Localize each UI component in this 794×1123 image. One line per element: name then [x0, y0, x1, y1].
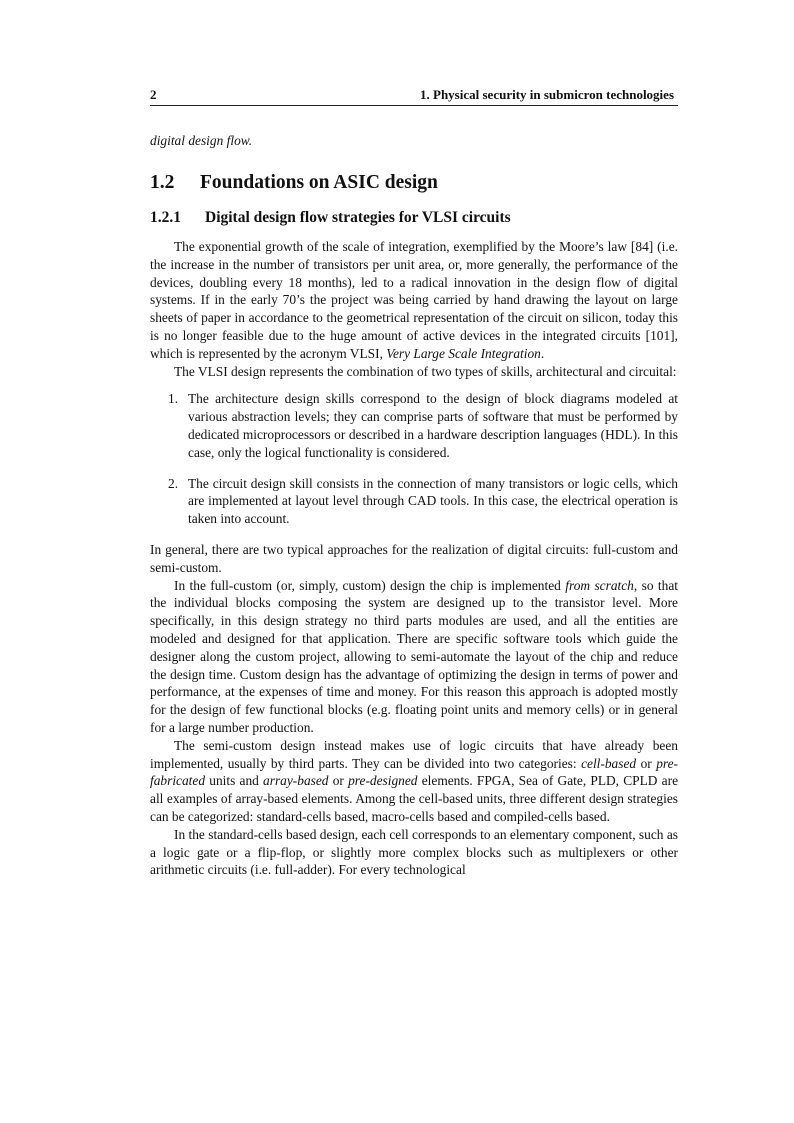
subsection-title: Digital design flow strategies for VLSI circuits	[205, 209, 511, 226]
list-number: 2.	[168, 475, 179, 491]
chapter-title: 1. Physical security in submicron technologies	[420, 87, 674, 102]
para5-e1: cell-based	[581, 755, 637, 771]
para5-e2: pre-fabricated	[150, 755, 678, 789]
list-item	[150, 475, 678, 528]
para4-b: , so that the individual blocks composing the system are designed up to the transistor level. More specifically, in this design strategy no third parts modules are used, and all the entities are modeled and designed for that application. There are specific software tools which guide the designer along the custom project, allowing to semi-automate the layout of the chip and reduce the design time. Custom design has the advantage of optimizing the design in terms of power and performance, at the expenses of time and money. For this reason this approach is adopted mostly for the design of few functional blocks (e.g. floating point units and memory cells) or in general for a large number production.	[150, 577, 679, 735]
main-body	[150, 238, 678, 879]
paragraph-4	[150, 577, 678, 737]
para1-text: The exponential growth of the scale of integration, exemplified by the Moore’s law [84] (i.e. the increase in the number of transistors per unit area, or, more generally, the performance of the devices, doubling every 18 months), led to a radical innovation in the design flow of digital systems. If in the early 70’s the project was being carried by hand drawing the layout on large sheets of paper in accordance to the geometrical representation of the circuit on silicon, today this is no longer feasible due to the huge amount of active devices in the integrated circuits [101], which is represented by the acronym VLSI,	[150, 239, 678, 361]
paragraph-6: In the standard-cells based design, each cell corresponds to an elementary component, such as a logic gate or a flip-flop, or slightly more complex blocks such as multiplexers or other arithmetic circuits (i.e. full-adder). For every technological	[150, 826, 678, 878]
para4-emph: from scratch	[565, 577, 634, 593]
paragraph-1	[150, 238, 678, 363]
paragraph-5	[150, 737, 678, 826]
subsection-heading	[150, 209, 511, 227]
running-header	[150, 85, 678, 106]
para5-b: or	[636, 755, 657, 771]
section-heading	[150, 172, 438, 194]
skills-list	[150, 390, 678, 528]
para1-end: .	[540, 345, 545, 361]
subsection-number: 1.2.1	[150, 209, 181, 226]
para5-e: elements. FPGA, Sea of Gate, PLD, CPLD are all examples of array-based elements. Among the cell-based units, three different design strategies can be categorized: standard-cells based, macro-cells based and compiled-cells based.	[150, 773, 679, 824]
para5-e3: array-based	[263, 773, 329, 789]
para1-emph: Very Large Scale Integration	[386, 345, 541, 361]
para5-a: The semi-custom design instead makes use of logic circuits that have already been implemented, usually by third parts. They can be divided into two categories:	[150, 737, 678, 771]
para4-a: In the full-custom (or, simply, custom) design the chip is implemented	[174, 577, 566, 593]
list-item	[150, 390, 678, 461]
section-title: Foundations on ASIC design	[200, 172, 438, 193]
list-text: The architecture design skills correspond to the design of block diagrams modeled at various abstraction levels; they can comprise parts of software that must be performed by dedicated microprocessors or described in a hardware description languages (HDL). In this case, only the logical functionality is considered.	[188, 391, 678, 460]
paragraph-2: The VLSI design represents the combination of two types of skills, architectural and circuital:	[174, 363, 677, 379]
paragraph-3: In general, there are two typical approaches for the realization of digital circuits: full-custom and semi-custom.	[150, 541, 678, 575]
list-number: 1.	[168, 391, 179, 407]
list-text: The circuit design skill consists in the connection of many transistors or logic cells, which are implemented at layout level through CAD tools. In this case, the electrical operation is taken into account.	[188, 475, 678, 527]
para5-e4: pre-designed	[348, 773, 418, 789]
continued-text: digital design flow.	[150, 133, 253, 148]
para5-d: or	[328, 773, 349, 789]
section-number: 1.2	[150, 172, 175, 193]
page-number: 2	[150, 87, 157, 102]
para5-c: units and	[205, 773, 264, 789]
